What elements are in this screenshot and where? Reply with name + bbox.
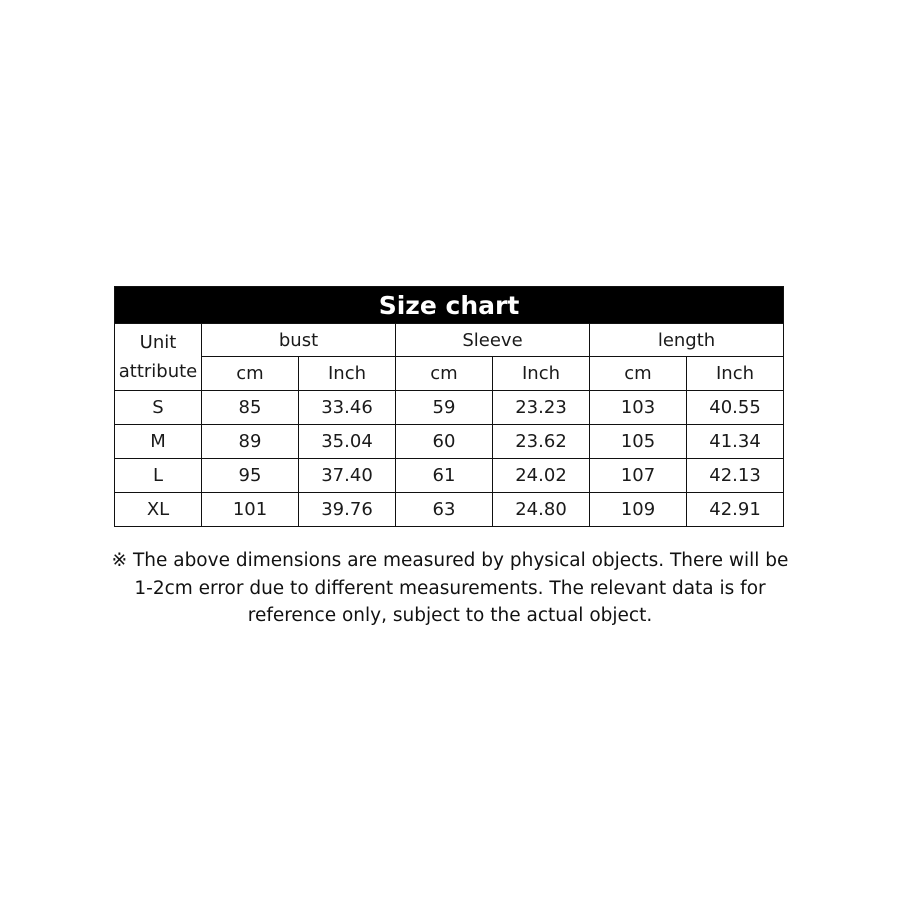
table-cell: 24.02 (493, 459, 590, 493)
unit-label: Unit (139, 332, 177, 353)
disclaimer-note (100, 547, 800, 630)
note-line: 1-2cm error due to different measurements. The relevant data is for (134, 577, 766, 599)
unit-header: Inch (687, 357, 784, 391)
attribute-label: attribute (118, 361, 198, 382)
table-cell: 35.04 (299, 425, 396, 459)
table-cell: 109 (590, 493, 687, 527)
table-cell: 42.91 (687, 493, 784, 527)
table-cell: 105 (590, 425, 687, 459)
table-cell: 60 (396, 425, 493, 459)
table-cell: 107 (590, 459, 687, 493)
size-label: XL (115, 493, 202, 527)
table-cell: 95 (202, 459, 299, 493)
table-cell: 61 (396, 459, 493, 493)
table-title: Size chart (115, 287, 784, 324)
unit-header: cm (590, 357, 687, 391)
unit-header: Inch (299, 357, 396, 391)
group-header-sleeve: Sleeve (396, 324, 590, 357)
note-line: reference only, subject to the actual object. (247, 605, 653, 626)
table-cell: 59 (396, 391, 493, 425)
group-header-bust: bust (202, 324, 396, 357)
table-cell: 37.40 (299, 459, 396, 493)
table-cell: 101 (202, 493, 299, 527)
size-label: M (115, 425, 202, 459)
table-cell: 41.34 (687, 425, 784, 459)
note-line: ※ The above dimensions are measured by physical objects. There will be (111, 550, 789, 571)
table-cell: 33.46 (299, 391, 396, 425)
unit-header: Inch (493, 357, 590, 391)
table-cell: 23.23 (493, 391, 590, 425)
table-row (115, 459, 784, 493)
group-header-length: length (590, 324, 784, 357)
size-label: L (115, 459, 202, 493)
unit-header: cm (396, 357, 493, 391)
table-cell: 103 (590, 391, 687, 425)
table-row (115, 493, 784, 527)
size-chart-table (114, 286, 784, 527)
table-cell: 85 (202, 391, 299, 425)
table-cell: 63 (396, 493, 493, 527)
unit-attribute-header (115, 324, 202, 391)
table-cell: 89 (202, 425, 299, 459)
unit-header: cm (202, 357, 299, 391)
table-cell: 39.76 (299, 493, 396, 527)
table-row (115, 391, 784, 425)
table-cell: 40.55 (687, 391, 784, 425)
table-cell: 42.13 (687, 459, 784, 493)
table-cell: 23.62 (493, 425, 590, 459)
table-row (115, 425, 784, 459)
table-cell: 24.80 (493, 493, 590, 527)
size-label: S (115, 391, 202, 425)
